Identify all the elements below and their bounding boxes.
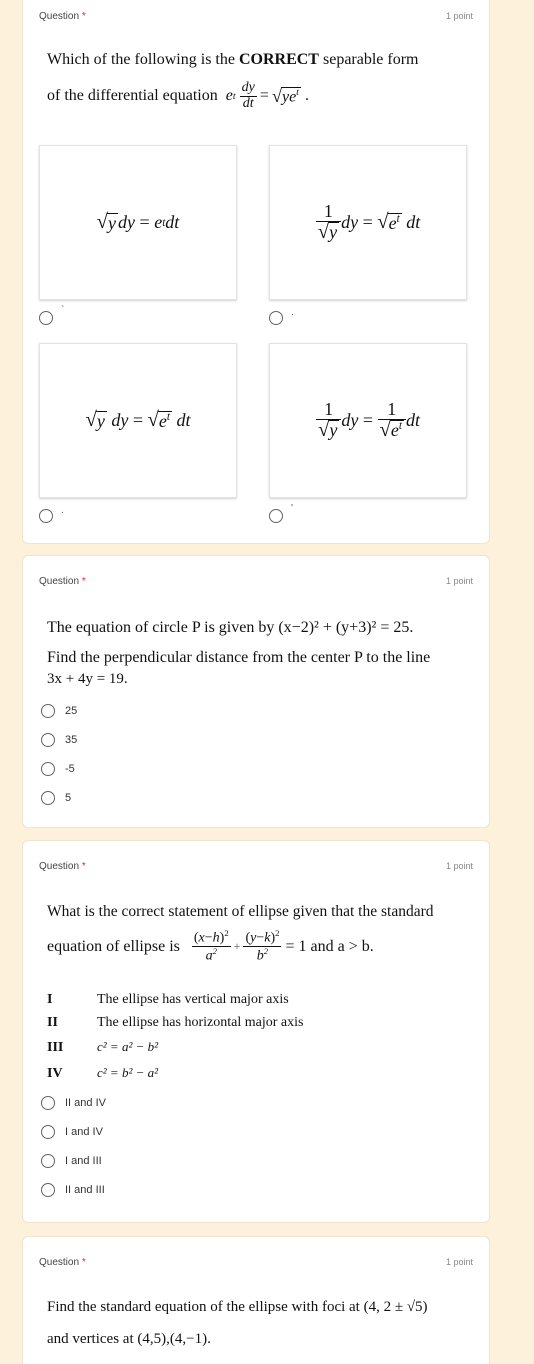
option-label: 25	[65, 705, 78, 717]
question-card-3	[22, 840, 490, 1223]
question-text: What is the correct statement of ellipse given that the standard	[47, 903, 434, 920]
option-35[interactable]	[41, 731, 77, 749]
differential-equation: e t $\frac{dy}{dt}$ = √ $ye^t$ .	[225, 80, 309, 111]
question-text-line3: 3x + 4y = 19.	[47, 671, 128, 687]
option-radio-c[interactable]	[39, 509, 53, 523]
option-ii-and-iv[interactable]	[41, 1094, 106, 1112]
question-label: Question *	[39, 1257, 86, 1268]
question-text-line2: of the differential equation e t $\frac{dy}{dt}$ = √ $ye^t$ .	[47, 80, 309, 111]
radio-button[interactable]	[41, 1096, 55, 1110]
option-image-d[interactable]: $\frac{1}{√y}$ dy = $\frac{1}{√e^t}$ dt	[269, 343, 467, 498]
question-text: The equation of circle P is given by (x−2)² + (y+3)² = 25.	[47, 619, 414, 636]
question-label: Question *	[39, 576, 86, 587]
option-label: I and III	[65, 1155, 102, 1167]
question-text-line2: Find the perpendicular distance from the center P to the line	[47, 649, 431, 666]
radio-button[interactable]	[41, 791, 55, 805]
option-label-a: `	[61, 305, 65, 316]
statement-3: III c² = a² − b²	[47, 1039, 159, 1055]
points-label: 1 point	[445, 11, 473, 21]
option-image-a[interactable]: √ y dy = e t dt	[39, 145, 237, 300]
question-text-line2: and vertices at (4,5),(4,−1).	[47, 1331, 211, 1347]
points-label: 1 point	[445, 1257, 473, 1267]
option-label: 35	[65, 734, 78, 746]
ellipse-equation: $\frac{(x-h)^2}{a^2}$ + $\frac{(y-k)^2}{b^2}$ = 1 and a > b.	[193, 928, 374, 964]
option-label: II and IV	[65, 1097, 106, 1109]
question-label: Question *	[39, 11, 86, 22]
option-label: I and IV	[65, 1126, 103, 1138]
radio-button[interactable]	[41, 1125, 55, 1139]
radio-button[interactable]	[41, 1154, 55, 1168]
option-label-c: .	[61, 505, 64, 516]
question-text: Find the standard equation of the ellipse with foci at (4, 2 ± √5)	[47, 1299, 428, 1315]
radio-button[interactable]	[41, 762, 55, 776]
option-image-c[interactable]: √ y dy = √ $e^t$ dt	[39, 343, 237, 498]
points-label: 1 point	[445, 576, 473, 586]
statement-1: I The ellipse has vertical major axis	[47, 992, 289, 1007]
option-5[interactable]	[41, 789, 71, 807]
question-card-1	[22, 0, 490, 544]
radio-button[interactable]	[41, 733, 55, 747]
option-image-b[interactable]: $\frac{1}{√y}$ dy = √ $e^t$ dt	[269, 145, 467, 300]
option-label-b: .	[291, 307, 294, 318]
option-ii-and-iii[interactable]	[41, 1181, 105, 1199]
option-25[interactable]	[41, 702, 77, 720]
statement-4: IV c² = b² − a²	[47, 1065, 159, 1081]
question-text: Which of the following is the CORRECT separable form	[47, 51, 419, 68]
question-label: Question *	[39, 861, 86, 872]
option-label: -5	[65, 763, 75, 775]
option-neg5[interactable]	[41, 760, 75, 778]
points-label: 1 point	[445, 861, 473, 871]
option-radio-a[interactable]	[39, 311, 53, 325]
question-card-2	[22, 555, 490, 828]
option-radio-d[interactable]	[269, 509, 283, 523]
option-radio-b[interactable]	[269, 311, 283, 325]
option-i-and-iii[interactable]	[41, 1152, 102, 1170]
option-i-and-iv[interactable]	[41, 1123, 103, 1141]
radio-button[interactable]	[41, 1183, 55, 1197]
option-label-d: '	[291, 503, 293, 514]
option-label: II and III	[65, 1184, 105, 1196]
question-card-4	[22, 1236, 490, 1364]
option-label: 5	[65, 792, 72, 804]
statement-2: II The ellipse has horizontal major axis	[47, 1015, 304, 1030]
question-text-line2: equation of ellipse is $\frac{(x-h)^2}{a^2}$ + $\frac{(y-k)^2}{b^2}$ = 1 and a > b.	[47, 928, 374, 964]
radio-button[interactable]	[41, 704, 55, 718]
